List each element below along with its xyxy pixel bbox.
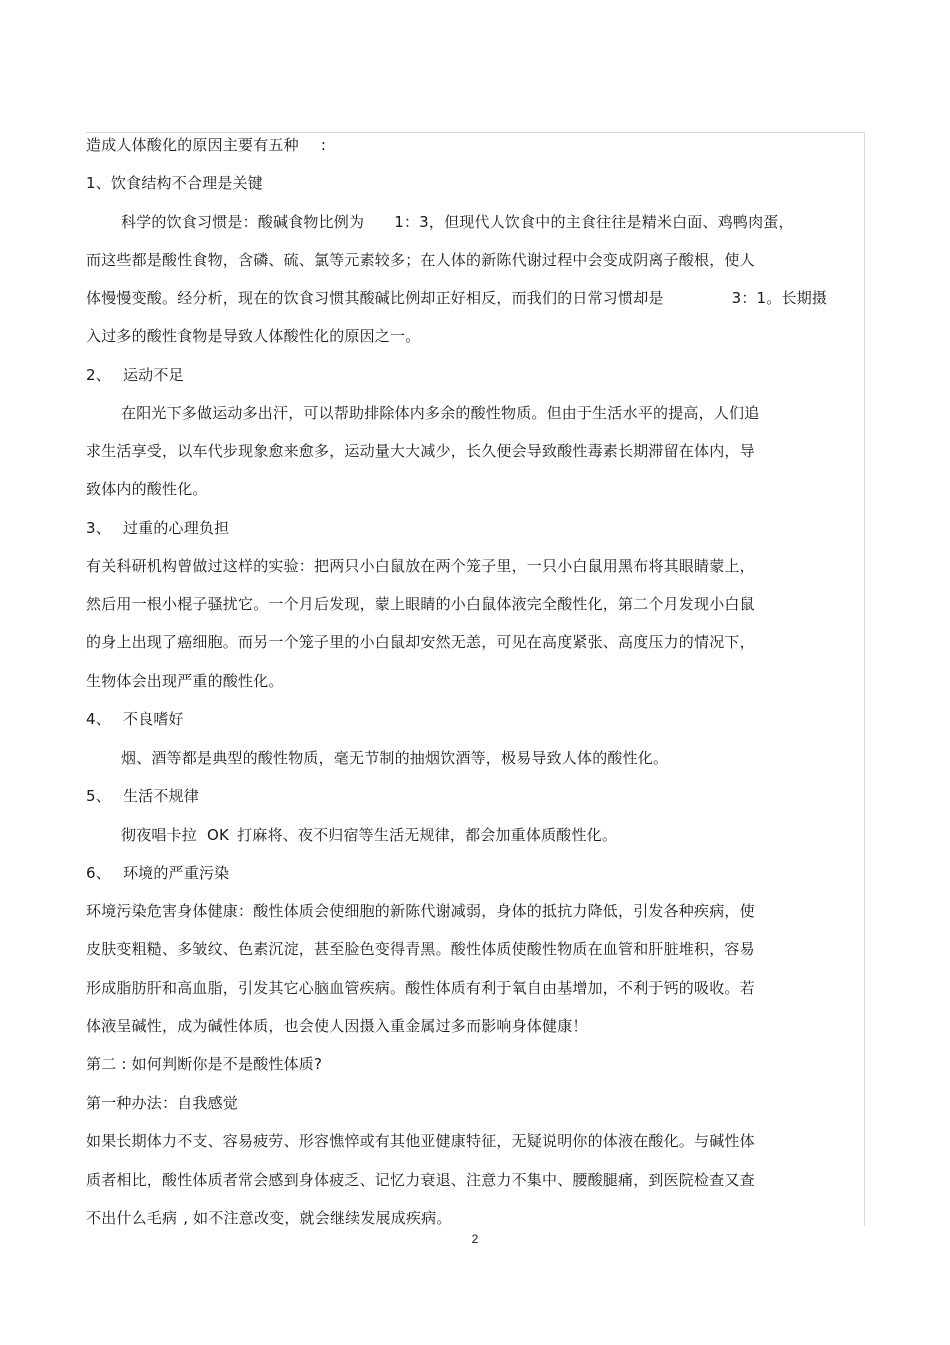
paragraph-line: 环境污染危害身体健康：酸性体质会使细胞的新陈代谢减弱，身体的抵抗力降低，引发各种疾病，使 [86, 902, 755, 920]
intro-line: 造成人体酸化的原因主要有五种 : [86, 136, 327, 154]
paragraph-line: 不出什么毛病 , 如不注意改变，就会继续发展成疾病。 [86, 1209, 452, 1227]
heading-5: 5、 生活不规律 [86, 787, 199, 805]
paragraph-line: 体慢慢变酸。经分析，现在的饮食习惯其酸碱比例却正好相反，而我们的日常习惯却是 3：1。长期摄 [86, 289, 828, 307]
heading-1: 1、饮食结构不合理是关键 [86, 174, 263, 192]
paragraph-line: 体液呈碱性，成为碱性体质，也会使人因摄入重金属过多而影响身体健康！ [86, 1017, 588, 1035]
subsection-heading: 第一种办法：自我感觉 [86, 1094, 239, 1112]
heading-2: 2、 运动不足 [86, 366, 184, 384]
paragraph-line: 求生活享受，以车代步现象愈来愈多，运动量大大减少，长久便会导致酸性毒素长期滞留在体内，导 [86, 442, 755, 460]
section-heading: 第二 : 如何判断你是不是酸性体质? [86, 1055, 323, 1073]
paragraph-line: 然后用一根小棍子骚扰它。一个月后发现，蒙上眼睛的小白鼠体液完全酸性化，第二个月发现小白鼠 [86, 595, 755, 613]
page-number: 2 [471, 1232, 479, 1246]
paragraph-line: 在阳光下多做运动多出汗，可以帮助排除体内多余的酸性物质。但由于生活水平的提高，人们追 [121, 404, 760, 422]
paragraph-line: 形成脂肪肝和高血脂，引发其它心脑血管疾病。酸性体质有利于氧自由基增加，不利于钙的吸收。若 [86, 979, 755, 997]
heading-6: 6、 环境的严重污染 [86, 864, 230, 882]
paragraph-line: 皮肤变粗糙、多皱纹、色素沉淀，甚至脸色变得青黑。酸性体质使酸性物质在血管和肝脏堆积，容易 [86, 940, 755, 958]
paragraph-line: 而这些都是酸性食物，含磷、硫、氯等元素较多；在人体的新陈代谢过程中会变成阴离子酸根，使人 [86, 251, 755, 269]
paragraph-line: 有关科研机构曾做过这样的实验：把两只小白鼠放在两个笼子里，一只小白鼠用黑布将其眼睛蒙上， [86, 557, 755, 575]
paragraph-line: 的身上出现了癌细胞。而另一个笼子里的小白鼠却安然无恙，可见在高度紧张、高度压力的情况下， [86, 633, 755, 651]
paragraph-line: 彻夜唱卡拉 OK 打麻将、夜不归宿等生活无规律，都会加重体质酸性化。 [121, 826, 618, 844]
heading-3: 3、 过重的心理负担 [86, 519, 230, 537]
paragraph-line: 如果长期体力不支、容易疲劳、形容憔悴或有其他亚健康特征，无疑说明你的体液在酸化。与碱性体 [86, 1132, 755, 1150]
heading-4: 4、 不良嗜好 [86, 710, 184, 728]
paragraph-line: 致体内的酸性化。 [86, 480, 208, 498]
paragraph-line: 质者相比，酸性体质者常会感到身体疲乏、记忆力衰退、注意力不集中、腰酸腿痛，到医院检查又查 [86, 1171, 755, 1189]
paragraph-line: 入过多的酸性食物是导致人体酸性化的原因之一。 [86, 327, 421, 345]
paragraph-line: 烟、酒等都是典型的酸性物质，毫无节制的抽烟饮酒等，极易导致人体的酸性化。 [121, 749, 669, 767]
paragraph-line: 生物体会出现严重的酸性化。 [86, 672, 284, 690]
paragraph-line: 科学的饮食习惯是：酸碱食物比例为 1：3，但现代人饮食中的主食往往是精米白面、鸡鸭肉蛋， [121, 213, 794, 231]
